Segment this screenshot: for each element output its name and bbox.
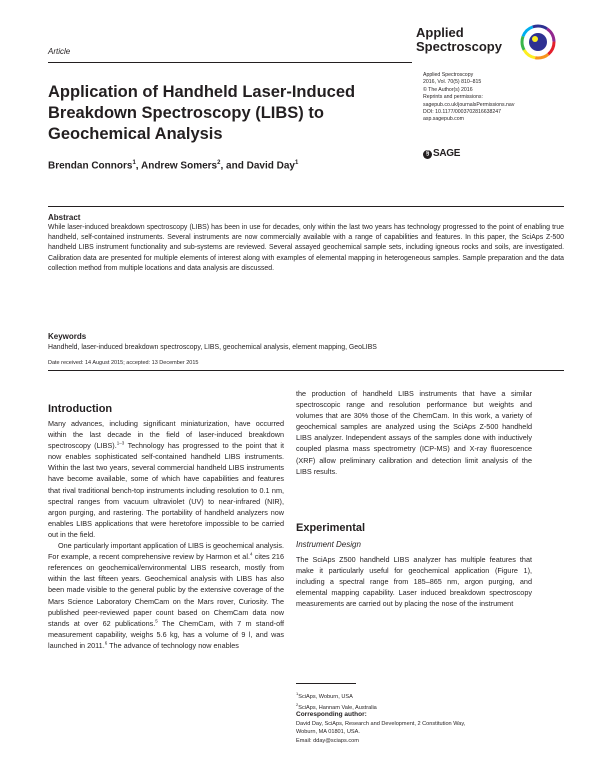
citation-ref[interactable]: 1–3	[116, 440, 125, 446]
author-separator: ,	[135, 160, 141, 172]
meta-doi[interactable]: DOI: 10.1177/0003702816638247	[423, 109, 502, 116]
author-list	[48, 160, 298, 171]
journal-name-line2: Spectroscopy	[416, 39, 502, 54]
author-affiliation-mark: 1	[294, 160, 299, 166]
corresponding-author-heading: Corresponding author:	[296, 711, 367, 718]
publisher-logo	[423, 148, 460, 159]
author-affiliation-mark: 2	[217, 160, 221, 166]
abstract-heading: Abstract	[48, 213, 81, 222]
abstract-text: While laser-induced breakdown spectroscopy (LIBS) has been in use for decades, only within the last two years has technology progressed to the point of enabling true handheld, self-contained instruments. Several instruments are now commercially available with a range of capabilities and features. In this paper, the SciAps Z-500 handheld LIBS instrument functionality and sub-systems are reviewed. Several assayed geochemical sample sets, including igneous rocks and soils, are investigated. Calibration data are presented for multiple elements of interest along with examples of elemental mapping in heterogeneous samples. Sample preparation and the data collection method from multiple locations and data analysis are discussed.	[48, 224, 564, 272]
dates-received-accepted: Date received: 14 August 2015; accepted: 13 December 2015	[48, 360, 199, 366]
sage-mark-icon: §	[423, 150, 432, 159]
corresponding-line: David Day, SciAps, Research and Development, 2 Constitution Way,	[296, 721, 466, 727]
journal-logo-icon	[520, 24, 556, 60]
paragraph: the production of handheld LIBS instruments that have a similar spectroscopic range and resolution performance but weights and volumes that are 30% those of the ChemCam. In this work, a variety of geochemical samples are analyzed using the SciAps Z-500 handheld LIBS analyzer. Independent assays of the samples done with inductively coupled plasma mass spectrometry (ICP-MS) and X-ray fluorescence (XRF) allow preliminary calibration and detection limit analysis of the LIBS results.	[296, 389, 532, 476]
header-rule	[48, 62, 412, 63]
meta-permissions-link[interactable]: sagepub.co.uk/journalsPermissions.nav	[423, 101, 515, 108]
article-type-label: Article	[48, 47, 71, 56]
text-run: Many advances, including significant miniaturization, have occurred within the last decade in the field of laser-induced breakdown spectroscopy (LIBS).	[48, 419, 284, 451]
text-run: The ChemCam, with 7 m stand-off measurement capability, weighs 5.6 kg, has a volume of 9 l, and was launched in 2011.	[48, 618, 284, 650]
affiliations	[296, 690, 377, 713]
citation-ref[interactable]: 5	[155, 618, 158, 624]
footnote-rule	[296, 683, 356, 684]
article-title: Application of Handheld Laser-Induced Breakdown Spectroscopy (LIBS) to Geochemical Analysis	[48, 83, 356, 143]
keywords-heading: Keywords	[48, 332, 87, 341]
text-run: cites 216 references on geochemical/environmental LIBS research, mostly from within the last fifteen years. Geochemical analysis with LIBS has also been made visible to the general public by the extensive coverage of the Mars Science Laboratory ChemCam on the Mars rover, Curiosity. The published peer-reviewed paper count based on ChemCam data now stands at over 62 publications.	[48, 552, 284, 628]
paragraph	[48, 418, 284, 540]
author-name: Brendan Connors	[48, 160, 133, 172]
instrument-design-subheading: Instrument Design	[296, 540, 361, 549]
paragraph	[48, 540, 284, 651]
affiliation-text: SciAps, Woburn, USA	[298, 693, 353, 700]
author-affiliation-mark: 1	[132, 160, 136, 166]
article-metadata	[423, 72, 573, 124]
right-column-continuation	[296, 388, 532, 477]
meta-reprints: Reprints and permissions:	[423, 94, 483, 101]
journal-brand-name	[416, 26, 502, 54]
meta-site-link[interactable]: asp.sagepub.com	[423, 116, 464, 123]
author-separator: , and	[220, 160, 247, 172]
corresponding-author-details	[296, 720, 556, 745]
corresponding-email[interactable]: Email: dday@sciaps.com	[296, 737, 359, 744]
publisher-name: SAGE	[433, 148, 461, 159]
introduction-body	[48, 418, 284, 651]
text-run: Technology has progressed to the point that it now enables sophisticated self-contained handheld LIBS instruments. Within the last two years, several commercial handheld LIBS instruments have become available, some of which have capabilities and features that rival traditional bench-top instruments including resolution to 0.1 nm, spectral ranges from vacuum ultraviolet (UV) to near-infrared (NIR), argon purging, and rastering. The portability of handheld analyzers now enables LIBS applications that were heretofore impossible to be carried out in the field.	[48, 441, 284, 539]
corresponding-line: Woburn, MA 01801, USA.	[296, 729, 360, 736]
journal-name-line1: Applied	[416, 25, 464, 40]
text-run: The advance of technology now enables	[107, 640, 239, 650]
affiliation-text: SciAps, Hannam Vale, Australia	[298, 705, 377, 712]
meta-volume: 2016, Vol. 70(5) 810–815	[423, 79, 482, 86]
author-name: David Day	[246, 160, 295, 172]
citation-ref[interactable]: 4	[249, 551, 253, 557]
citation-ref[interactable]: 6	[104, 640, 108, 646]
instrument-design-body	[296, 554, 532, 609]
affiliation-mark: 1	[296, 691, 299, 696]
author-name: Andrew Somers	[140, 160, 218, 172]
paragraph: The SciAps Z500 handheld LIBS analyzer has multiple features that make it particularly useful for geochemical application (Figure 1), including a spectral range from 185–865 nm, argon purging, and elemental mapping capability. Laser induced breakdown spectroscopy measurements are carried out by placing the nose of the instrument	[296, 555, 532, 609]
keywords-text: Handheld, laser-induced breakdown spectroscopy, LIBS, geochemical analysis, element mapping, GeoLIBS	[48, 344, 377, 351]
meta-journal: Applied Spectroscopy	[423, 72, 474, 78]
experimental-heading: Experimental	[296, 522, 366, 534]
affiliation-item	[296, 690, 377, 701]
text-run: One particularly important application of LIBS is geochemical analysis. For example, a recent comprehensive review by Harmon et al.	[48, 541, 284, 562]
meta-copyright: © The Author(s) 2016	[423, 86, 473, 93]
introduction-heading: Introduction	[48, 403, 113, 415]
affiliation-mark: 2	[296, 702, 299, 708]
